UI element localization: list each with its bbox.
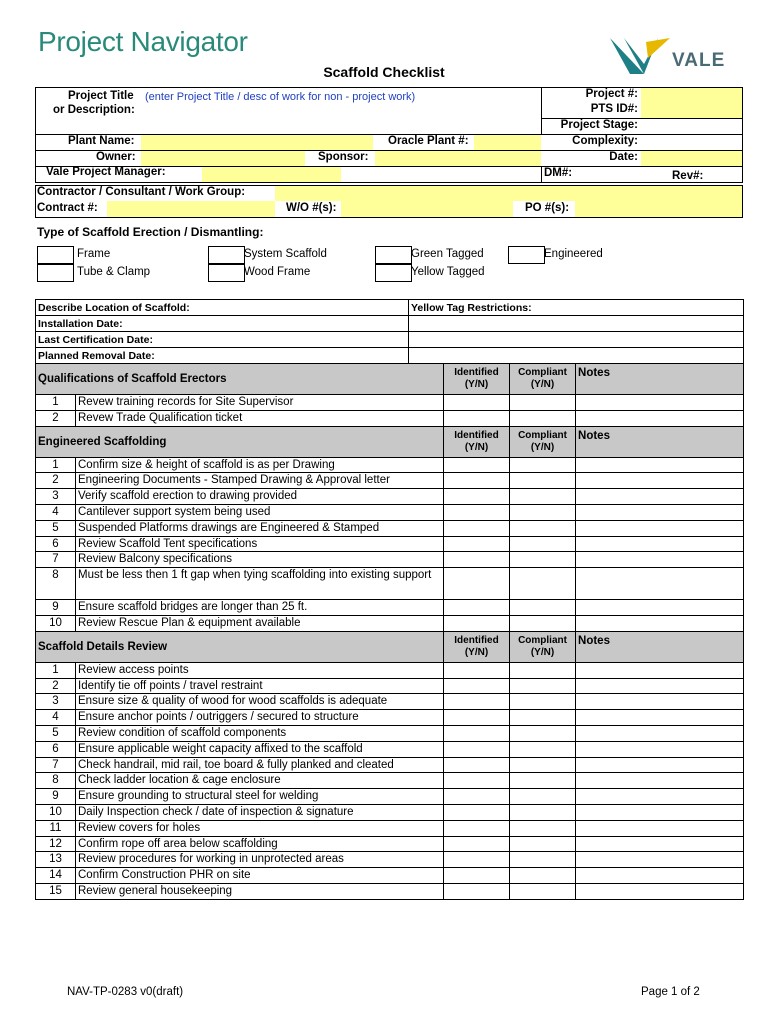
system-scaffold-label: System Scaffold (244, 248, 327, 260)
notes-header: Notes (576, 631, 744, 662)
yellow-tag-restrictions-label: Yellow Tag Restrictions: (409, 300, 744, 316)
identified-cell[interactable] (444, 757, 510, 773)
vale-pm-label: Vale Project Manager: (46, 166, 166, 178)
wood-frame-checkbox[interactable] (208, 264, 245, 282)
identified-cell[interactable] (444, 836, 510, 852)
notes-cell[interactable] (576, 662, 744, 678)
compliant-header-label: Compliant (518, 367, 567, 378)
identified-cell[interactable] (444, 410, 510, 426)
table-row (36, 789, 744, 805)
identified-cell[interactable] (444, 568, 510, 600)
identified-cell[interactable] (444, 773, 510, 789)
engineered-label: Engineered (544, 248, 603, 260)
pts-id-field[interactable] (641, 103, 742, 118)
item-number: 1 (36, 662, 76, 678)
item-number: 8 (36, 568, 76, 600)
item-number: 7 (36, 757, 76, 773)
notes-cell[interactable] (576, 757, 744, 773)
compliant-cell[interactable] (510, 536, 576, 552)
location-table (35, 299, 744, 364)
table-row (36, 883, 744, 899)
item-text: Daily Inspection check / date of inspection & signature (76, 804, 444, 820)
table-row (36, 615, 744, 631)
item-number: 12 (36, 836, 76, 852)
compliant-cell[interactable] (510, 520, 576, 536)
green-tagged-checkbox[interactable] (375, 246, 412, 264)
notes-cell[interactable] (576, 836, 744, 852)
item-number: 3 (36, 489, 76, 505)
notes-cell[interactable] (576, 489, 744, 505)
item-text: Revew training records for Site Supervisor (76, 395, 444, 411)
identified-cell[interactable] (444, 868, 510, 884)
page-number: Page 1 of 2 (641, 986, 700, 998)
notes-cell[interactable] (576, 710, 744, 726)
page-title: Scaffold Checklist (323, 64, 445, 80)
item-number: 11 (36, 820, 76, 836)
identified-header (444, 426, 510, 457)
item-text: Review general housekeeping (76, 883, 444, 899)
notes-cell[interactable] (576, 457, 744, 473)
identified-cell[interactable] (444, 741, 510, 757)
item-number: 4 (36, 710, 76, 726)
item-text: Review condition of scaffold components (76, 725, 444, 741)
compliant-cell[interactable] (510, 568, 576, 600)
plant-name-label: Plant Name: (68, 135, 135, 147)
table-row (36, 804, 744, 820)
identified-cell[interactable] (444, 520, 510, 536)
sponsor-field[interactable] (375, 151, 541, 166)
item-text: Review access points (76, 662, 444, 678)
compliant-cell[interactable] (510, 868, 576, 884)
yn-label: (Y/N) (530, 379, 555, 390)
item-text: Revew Trade Qualification ticket (76, 410, 444, 426)
table-row (36, 489, 744, 505)
table-row (36, 852, 744, 868)
tube-clamp-label: Tube & Clamp (77, 266, 151, 278)
identified-cell[interactable] (444, 678, 510, 694)
planned-removal-date-value[interactable] (409, 348, 744, 364)
identified-header-label: Identified (454, 634, 499, 646)
table-row (36, 395, 744, 411)
item-number: 15 (36, 883, 76, 899)
pts-id-label: PTS ID#: (590, 103, 638, 115)
identified-cell[interactable] (444, 694, 510, 710)
notes-cell[interactable] (576, 868, 744, 884)
table-row (36, 662, 744, 678)
yellow-tagged-checkbox[interactable] (375, 264, 412, 282)
checklist-table (35, 363, 744, 900)
item-text: Engineering Documents - Stamped Drawing & Approval letter (76, 473, 444, 489)
table-row (36, 694, 744, 710)
identified-cell[interactable] (444, 725, 510, 741)
project-title-label: Project Title (68, 90, 134, 102)
compliant-cell[interactable] (510, 836, 576, 852)
item-number: 9 (36, 789, 76, 805)
owner-field[interactable] (141, 151, 305, 166)
notes-header: Notes (576, 364, 744, 395)
table-row (36, 600, 744, 616)
planned-removal-date-label: Planned Removal Date: (36, 348, 409, 364)
describe-location-label: Describe Location of Scaffold: (36, 300, 409, 316)
wo-number-label: W/O #(s): (286, 202, 337, 214)
erection-type-heading: Type of Scaffold Erection / Dismantling: (37, 225, 264, 239)
engineered-checkbox[interactable] (508, 246, 545, 264)
compliant-cell[interactable] (510, 615, 576, 631)
project-title-hint: (enter Project Title / desc of work for non - project work) (145, 91, 416, 103)
or-description-label: or Description: (53, 104, 135, 116)
po-number-label: PO #(s): (525, 202, 570, 214)
item-number: 6 (36, 536, 76, 552)
identified-cell[interactable] (444, 789, 510, 805)
section-header (36, 426, 744, 457)
table-row (36, 710, 744, 726)
notes-cell[interactable] (576, 520, 744, 536)
table-row (36, 504, 744, 520)
table-row (36, 678, 744, 694)
identified-cell[interactable] (444, 473, 510, 489)
notes-cell[interactable] (576, 600, 744, 616)
item-text: Ensure size & quality of wood for wood scaffolds is adequate (76, 694, 444, 710)
table-row (36, 725, 744, 741)
green-tagged-label: Green Tagged (411, 248, 484, 260)
compliant-cell[interactable] (510, 600, 576, 616)
item-text: Verify scaffold erection to drawing provided (76, 489, 444, 505)
notes-cell[interactable] (576, 678, 744, 694)
table-row (36, 868, 744, 884)
compliant-cell[interactable] (510, 741, 576, 757)
notes-cell[interactable] (576, 725, 744, 741)
section-header (36, 364, 744, 395)
notes-cell[interactable] (576, 789, 744, 805)
vale-pm-field[interactable] (202, 167, 341, 182)
item-text: Review Rescue Plan & equipment available (76, 615, 444, 631)
identified-cell[interactable] (444, 552, 510, 568)
compliant-cell[interactable] (510, 789, 576, 805)
oracle-plant-label: Oracle Plant #: (388, 135, 469, 147)
table-row (36, 757, 744, 773)
identified-cell[interactable] (444, 489, 510, 505)
document-id: NAV-TP-0283 v0(draft) (67, 986, 184, 998)
identified-cell[interactable] (444, 662, 510, 678)
identified-cell[interactable] (444, 615, 510, 631)
item-text: Confirm Construction PHR on site (76, 868, 444, 884)
table-row (36, 520, 744, 536)
compliant-header (510, 631, 576, 662)
table-row (36, 552, 744, 568)
item-text: Ensure grounding to structural steel for welding (76, 789, 444, 805)
item-text: Ensure anchor points / outriggers / secured to structure (76, 710, 444, 726)
compliant-cell[interactable] (510, 757, 576, 773)
system-scaffold-checkbox[interactable] (208, 246, 245, 264)
installation-date-value[interactable] (409, 316, 744, 332)
contractor-group-label: Contractor / Consultant / Work Group: (37, 186, 246, 198)
frame-checkbox[interactable] (37, 246, 74, 264)
yn-label: (Y/N) (464, 441, 489, 453)
item-number: 6 (36, 741, 76, 757)
item-text: Identify tie off points / travel restraint (76, 678, 444, 694)
table-row (36, 568, 744, 600)
yn-label: (Y/N) (530, 646, 555, 658)
table-row (36, 820, 744, 836)
identified-cell[interactable] (444, 536, 510, 552)
notes-cell[interactable] (576, 615, 744, 631)
compliant-cell[interactable] (510, 725, 576, 741)
compliant-cell[interactable] (510, 489, 576, 505)
installation-date-label: Installation Date: (36, 316, 409, 332)
notes-cell[interactable] (576, 504, 744, 520)
item-text: Check handrail, mid rail, toe board & fully planked and cleated (76, 757, 444, 773)
identified-cell[interactable] (444, 600, 510, 616)
table-row (36, 536, 744, 552)
item-number: 10 (36, 615, 76, 631)
item-number: 10 (36, 804, 76, 820)
notes-cell[interactable] (576, 552, 744, 568)
identified-cell[interactable] (444, 457, 510, 473)
notes-cell[interactable] (576, 568, 744, 600)
compliant-cell[interactable] (510, 678, 576, 694)
plant-name-field[interactable] (141, 135, 373, 150)
section-header (36, 631, 744, 662)
notes-header: Notes (576, 426, 744, 457)
compliant-cell[interactable] (510, 694, 576, 710)
yellow-tagged-label: Yellow Tagged (411, 266, 485, 278)
yn-label: (Y/N) (464, 379, 489, 390)
item-text: Review Balcony specifications (76, 552, 444, 568)
item-number: 8 (36, 773, 76, 789)
compliant-cell[interactable] (510, 410, 576, 426)
item-number: 7 (36, 552, 76, 568)
notes-cell[interactable] (576, 883, 744, 899)
section-title: Engineered Scaffolding (36, 426, 444, 457)
item-text: Review Scaffold Tent specifications (76, 536, 444, 552)
notes-cell[interactable] (576, 536, 744, 552)
project-stage-label: Project Stage: (560, 119, 638, 131)
notes-cell[interactable] (576, 395, 744, 411)
yn-label: (Y/N) (530, 441, 555, 453)
identified-cell[interactable] (444, 820, 510, 836)
item-number: 2 (36, 473, 76, 489)
sponsor-label: Sponsor: (318, 151, 369, 163)
compliant-header (510, 426, 576, 457)
project-number-label: Project #: (585, 88, 638, 100)
identified-cell[interactable] (444, 852, 510, 868)
compliant-header-label: Compliant (518, 429, 567, 441)
compliant-cell[interactable] (510, 662, 576, 678)
item-text: Confirm size & height of scaffold is as per Drawing (76, 457, 444, 473)
compliant-cell[interactable] (510, 804, 576, 820)
compliant-cell[interactable] (510, 820, 576, 836)
identified-cell[interactable] (444, 883, 510, 899)
last-certification-date-label: Last Certification Date: (36, 332, 409, 348)
compliant-cell[interactable] (510, 883, 576, 899)
item-number: 1 (36, 457, 76, 473)
identified-header-label: Identified (454, 367, 499, 378)
compliant-header (510, 364, 576, 395)
compliant-cell[interactable] (510, 852, 576, 868)
compliant-cell[interactable] (510, 473, 576, 489)
notes-cell[interactable] (576, 820, 744, 836)
compliant-cell[interactable] (510, 552, 576, 568)
compliant-header-label: Compliant (518, 634, 567, 646)
rev-label: Rev#: (672, 170, 704, 182)
project-navigator-logo: Project Navigator (38, 26, 248, 57)
notes-cell[interactable] (576, 473, 744, 489)
item-number: 1 (36, 395, 76, 411)
table-row (36, 773, 744, 789)
tube-clamp-checkbox[interactable] (37, 264, 74, 282)
item-number: 5 (36, 725, 76, 741)
identified-header (444, 631, 510, 662)
notes-cell[interactable] (576, 804, 744, 820)
identified-cell[interactable] (444, 395, 510, 411)
identified-header (444, 364, 510, 395)
notes-cell[interactable] (576, 773, 744, 789)
identified-cell[interactable] (444, 504, 510, 520)
compliant-cell[interactable] (510, 395, 576, 411)
identified-cell[interactable] (444, 710, 510, 726)
item-text: Ensure applicable weight capacity affixed to the scaffold (76, 741, 444, 757)
compliant-cell[interactable] (510, 773, 576, 789)
table-row (36, 410, 744, 426)
item-number: 9 (36, 600, 76, 616)
table-row (36, 836, 744, 852)
notes-cell[interactable] (576, 694, 744, 710)
compliant-cell[interactable] (510, 457, 576, 473)
project-number-field[interactable] (641, 88, 742, 103)
identified-cell[interactable] (444, 804, 510, 820)
item-number: 2 (36, 678, 76, 694)
table-row (36, 457, 744, 473)
date-label: Date: (609, 151, 638, 163)
notes-cell[interactable] (576, 741, 744, 757)
item-number: 13 (36, 852, 76, 868)
identified-header-label: Identified (454, 429, 499, 441)
last-certification-date-value[interactable] (409, 332, 744, 348)
section-title: Scaffold Details Review (36, 631, 444, 662)
table-row (36, 741, 744, 757)
item-text: Cantilever support system being used (76, 504, 444, 520)
item-number: 3 (36, 694, 76, 710)
item-text: Ensure scaffold bridges are longer than 25 ft. (76, 600, 444, 616)
item-text: Check ladder location & cage enclosure (76, 773, 444, 789)
oracle-plant-field[interactable] (474, 135, 541, 150)
compliant-cell[interactable] (510, 504, 576, 520)
item-text: Must be less then 1 ft gap when tying scaffolding into existing support (76, 568, 444, 600)
owner-label: Owner: (96, 151, 136, 163)
item-text: Review covers for holes (76, 820, 444, 836)
vale-brand-text: VALE (672, 50, 726, 71)
section-title: Qualifications of Scaffold Erectors (36, 364, 444, 395)
date-field[interactable] (641, 151, 742, 166)
frame-label: Frame (77, 248, 111, 260)
item-number: 2 (36, 410, 76, 426)
yn-label: (Y/N) (464, 646, 489, 658)
item-text: Suspended Platforms drawings are Engineered & Stamped (76, 520, 444, 536)
notes-cell[interactable] (576, 852, 744, 868)
wood-frame-label: Wood Frame (244, 266, 311, 278)
contract-number-label: Contract #: (37, 202, 98, 214)
item-text: Review procedures for working in unprotected areas (76, 852, 444, 868)
table-row (36, 473, 744, 489)
item-number: 5 (36, 520, 76, 536)
item-text: Confirm rope off area below scaffolding (76, 836, 444, 852)
compliant-cell[interactable] (510, 710, 576, 726)
item-number: 14 (36, 868, 76, 884)
complexity-label: Complexity: (572, 135, 638, 147)
item-number: 4 (36, 504, 76, 520)
dm-label: DM#: (544, 167, 573, 179)
notes-cell[interactable] (576, 410, 744, 426)
